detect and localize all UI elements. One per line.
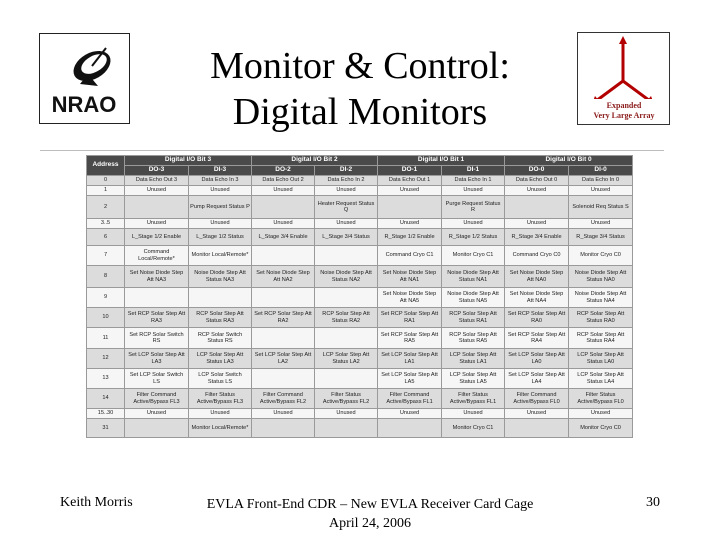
table-cell — [125, 196, 189, 219]
table-cell: Set RCP Solar Step Att RA5 — [378, 328, 442, 349]
table-cell: Unused — [505, 409, 569, 419]
table-row — [87, 176, 633, 186]
table-cell: Set RCP Solar Switch RS — [125, 328, 189, 349]
table-cell: RCP Solar Step Att Status RA4 — [569, 328, 633, 349]
table-cell: Filter Command Active/Bypass FL3 — [125, 389, 189, 409]
table-cell: Set LCP Solar Step Att LA4 — [505, 369, 569, 389]
evla-logo — [577, 32, 670, 125]
table-cell: Heater Request Status Q — [315, 196, 378, 219]
table-row — [87, 409, 633, 419]
table-cell: Unused — [505, 186, 569, 196]
table-cell: RCP Solar Step Att Status RA3 — [189, 308, 252, 328]
table-cell: R_Stage 3/4 Enable — [505, 229, 569, 246]
table-cell: Data Echo In 2 — [315, 176, 378, 186]
table-cell: Unused — [252, 409, 315, 419]
table-cell: Filter Status Active/Bypass FL2 — [315, 389, 378, 409]
table-cell: Data Echo In 0 — [569, 176, 633, 186]
address-cell: 7 — [87, 246, 125, 266]
table-cell: Data Echo In 3 — [189, 176, 252, 186]
column-header: DO-0 — [505, 166, 569, 176]
table-cell: Set Noise Diode Step Att NA0 — [505, 266, 569, 288]
table-cell: Filter Command Active/Bypass FL2 — [252, 389, 315, 409]
table-cell: RCP Solar Switch Status RS — [189, 328, 252, 349]
table-cell: Set LCP Solar Step Att LA0 — [505, 349, 569, 369]
address-cell: 2 — [87, 196, 125, 219]
column-header: DO-1 — [378, 166, 442, 176]
table-cell: RCP Solar Step Att Status RA5 — [442, 328, 505, 349]
footer-date: April 24, 2006 — [328, 516, 412, 531]
table-cell: Noise Diode Step Att Status NA4 — [569, 288, 633, 308]
address-cell: 6 — [87, 229, 125, 246]
address-cell: 31 — [87, 419, 125, 438]
table-cell: Set LCP Solar Step Att LA5 — [378, 369, 442, 389]
column-header: DI-1 — [442, 166, 505, 176]
table-cell — [189, 288, 252, 308]
table-cell: Purge Request Status R — [442, 196, 505, 219]
table-cell — [125, 419, 189, 438]
table-cell: Unused — [569, 219, 633, 229]
table-cell: Data Echo Out 3 — [125, 176, 189, 186]
table-cell: Filter Status Active/Bypass FL0 — [569, 389, 633, 409]
table-cell: Unused — [378, 219, 442, 229]
monitor-table — [86, 155, 633, 438]
table-cell: Noise Diode Step Att Status NA5 — [442, 288, 505, 308]
address-cell: 1 — [87, 186, 125, 196]
table-cell: Unused — [442, 409, 505, 419]
title-line-2: Digital Monitors — [232, 91, 488, 133]
address-cell: 9 — [87, 288, 125, 308]
group-header: Digital I/O Bit 3 — [125, 156, 252, 166]
table-cell: Set Noise Diode Step Att NA5 — [378, 288, 442, 308]
slide-title — [160, 43, 560, 135]
table-cell: L_Stage 1/2 Status — [189, 229, 252, 246]
table-cell: Command Cryo C1 — [378, 246, 442, 266]
table-cell — [252, 328, 315, 349]
table-cell: L_Stage 1/2 Enable — [125, 229, 189, 246]
address-cell: 11 — [87, 328, 125, 349]
table-cell: R_Stage 1/2 Status — [442, 229, 505, 246]
table-cell: LCP Solar Step Att Status LA2 — [315, 349, 378, 369]
table-cell: Set LCP Solar Step Att LA1 — [378, 349, 442, 369]
table-cell: LCP Solar Step Att Status LA3 — [189, 349, 252, 369]
nrao-logo-text: NRAO — [51, 92, 117, 117]
table-cell: Set Noise Diode Step Att NA2 — [252, 266, 315, 288]
table-cell: Set RCP Solar Step Att RA0 — [505, 308, 569, 328]
table-cell: Unused — [189, 409, 252, 419]
table-cell: Unused — [125, 409, 189, 419]
table-cell: Unused — [569, 409, 633, 419]
table-cell: Monitor Cryo C1 — [442, 246, 505, 266]
table-cell: R_Stage 1/2 Enable — [378, 229, 442, 246]
table-cell — [252, 196, 315, 219]
title-divider — [40, 150, 664, 151]
group-header: Digital I/O Bit 1 — [378, 156, 505, 166]
table-cell: LCP Solar Step Att Status LA4 — [569, 369, 633, 389]
table-cell — [378, 419, 442, 438]
table-cell: Monitor Cryo C0 — [569, 419, 633, 438]
table-cell: RCP Solar Step Att Status RA2 — [315, 308, 378, 328]
column-header: DI-3 — [189, 166, 252, 176]
table-cell: Unused — [442, 219, 505, 229]
table-cell: Set RCP Solar Step Att RA3 — [125, 308, 189, 328]
table-row — [87, 196, 633, 219]
table-cell: LCP Solar Switch Status LS — [189, 369, 252, 389]
table-cell: LCP Solar Step Att Status LA1 — [442, 349, 505, 369]
column-header: DI-2 — [315, 166, 378, 176]
column-header: DI-0 — [569, 166, 633, 176]
group-header: Digital I/O Bit 0 — [505, 156, 633, 166]
table-cell: Unused — [505, 219, 569, 229]
table-cell: Noise Diode Step Att Status NA2 — [315, 266, 378, 288]
table-cell: Unused — [442, 186, 505, 196]
table-cell: Unused — [315, 219, 378, 229]
table-cell: Monitor Local/Remote* — [189, 419, 252, 438]
table-cell: Noise Diode Step Att Status NA3 — [189, 266, 252, 288]
table-cell — [315, 328, 378, 349]
address-cell: 15..30 — [87, 409, 125, 419]
table-row — [87, 369, 633, 389]
table-cell: Unused — [189, 186, 252, 196]
table-cell: LCP Solar Step Att Status LA0 — [569, 349, 633, 369]
table-cell: Data Echo Out 2 — [252, 176, 315, 186]
address-cell: 12 — [87, 349, 125, 369]
table-cell: L_Stage 3/4 Status — [315, 229, 378, 246]
table-cell: Noise Diode Step Att Status NA0 — [569, 266, 633, 288]
address-cell: 0 — [87, 176, 125, 186]
nrao-logo — [39, 33, 130, 124]
table-cell — [252, 246, 315, 266]
table-cell — [125, 288, 189, 308]
table-cell — [315, 369, 378, 389]
table-cell: Monitor Cryo C1 — [442, 419, 505, 438]
table-cell: Set Noise Diode Step Att NA4 — [505, 288, 569, 308]
table-cell: Set RCP Solar Step Att RA1 — [378, 308, 442, 328]
table-row — [87, 288, 633, 308]
table-cell — [252, 369, 315, 389]
table-cell: Filter Command Active/Bypass FL0 — [505, 389, 569, 409]
column-header: DO-2 — [252, 166, 315, 176]
group-header: Digital I/O Bit 2 — [252, 156, 378, 166]
table-cell: Data Echo Out 0 — [505, 176, 569, 186]
table-row — [87, 419, 633, 438]
table-cell: Unused — [252, 186, 315, 196]
table-cell: Set RCP Solar Step Att RA4 — [505, 328, 569, 349]
address-header: Address — [87, 156, 125, 176]
table-cell — [505, 419, 569, 438]
table-cell — [252, 288, 315, 308]
table-cell: LCP Solar Step Att Status LA5 — [442, 369, 505, 389]
table-row — [87, 266, 633, 288]
table-cell — [252, 419, 315, 438]
table-row — [87, 229, 633, 246]
nrao-logo-graphic — [40, 34, 129, 123]
table-cell — [315, 419, 378, 438]
table-cell: Command Local/Remote* — [125, 246, 189, 266]
title-line-1: Monitor & Control: — [210, 45, 510, 87]
evla-logo-graphic — [578, 33, 669, 124]
table-cell: Set RCP Solar Step Att RA2 — [252, 308, 315, 328]
table-row — [87, 349, 633, 369]
table-cell: Pump Request Status P — [189, 196, 252, 219]
footer-talk-title: EVLA Front-End CDR – New EVLA Receiver Card Cage — [206, 497, 534, 512]
table-cell: Filter Status Active/Bypass FL1 — [442, 389, 505, 409]
table-cell: Set LCP Solar Step Att LA3 — [125, 349, 189, 369]
table-cell: Noise Diode Step Att Status NA1 — [442, 266, 505, 288]
table-cell: Solenoid Req Status S — [569, 196, 633, 219]
address-cell: 3..5 — [87, 219, 125, 229]
table-header-groups — [87, 156, 633, 166]
table-row — [87, 389, 633, 409]
table-cell: Unused — [189, 219, 252, 229]
table-cell: R_Stage 3/4 Status — [569, 229, 633, 246]
column-header: DO-3 — [125, 166, 189, 176]
footer-center — [200, 495, 540, 533]
table-cell: Unused — [569, 186, 633, 196]
table-cell: Unused — [125, 219, 189, 229]
table-cell: Set LCP Solar Switch LS — [125, 369, 189, 389]
evla-logo-text-2: Very Large Array — [593, 111, 655, 120]
digital-monitor-table — [86, 155, 632, 475]
table-cell: RCP Solar Step Att Status RA1 — [442, 308, 505, 328]
table-cell: Filter Status Active/Bypass FL3 — [189, 389, 252, 409]
table-cell: Unused — [378, 409, 442, 419]
footer-author: Keith Morris — [60, 495, 133, 510]
table-cell: Set Noise Diode Step Att NA1 — [378, 266, 442, 288]
table-row — [87, 328, 633, 349]
table-cell: Unused — [315, 186, 378, 196]
table-cell — [315, 246, 378, 266]
table-cell: Set Noise Diode Step Att NA3 — [125, 266, 189, 288]
evla-logo-text-1: Expanded — [606, 101, 642, 110]
address-cell: 13 — [87, 369, 125, 389]
table-row — [87, 219, 633, 229]
address-cell: 8 — [87, 266, 125, 288]
table-cell — [315, 288, 378, 308]
table-cell: Monitor Local/Remote* — [189, 246, 252, 266]
table-row — [87, 186, 633, 196]
table-cell: Unused — [315, 409, 378, 419]
table-row — [87, 246, 633, 266]
table-cell: Command Cryo C0 — [505, 246, 569, 266]
table-row — [87, 308, 633, 328]
table-cell: Data Echo Out 1 — [378, 176, 442, 186]
table-cell: Data Echo In 1 — [442, 176, 505, 186]
address-cell: 14 — [87, 389, 125, 409]
table-cell: Monitor Cryo C0 — [569, 246, 633, 266]
address-cell: 10 — [87, 308, 125, 328]
table-cell — [505, 196, 569, 219]
table-cell — [378, 196, 442, 219]
table-cell: RCP Solar Step Att Status RA0 — [569, 308, 633, 328]
table-cell: L_Stage 3/4 Enable — [252, 229, 315, 246]
table-cell: Filter Command Active/Bypass FL1 — [378, 389, 442, 409]
footer-page-number: 30 — [646, 495, 660, 510]
table-header-columns — [87, 166, 633, 176]
table-cell: Unused — [125, 186, 189, 196]
table-cell: Set LCP Solar Step Att LA2 — [252, 349, 315, 369]
table-cell: Unused — [252, 219, 315, 229]
table-cell: Unused — [378, 186, 442, 196]
